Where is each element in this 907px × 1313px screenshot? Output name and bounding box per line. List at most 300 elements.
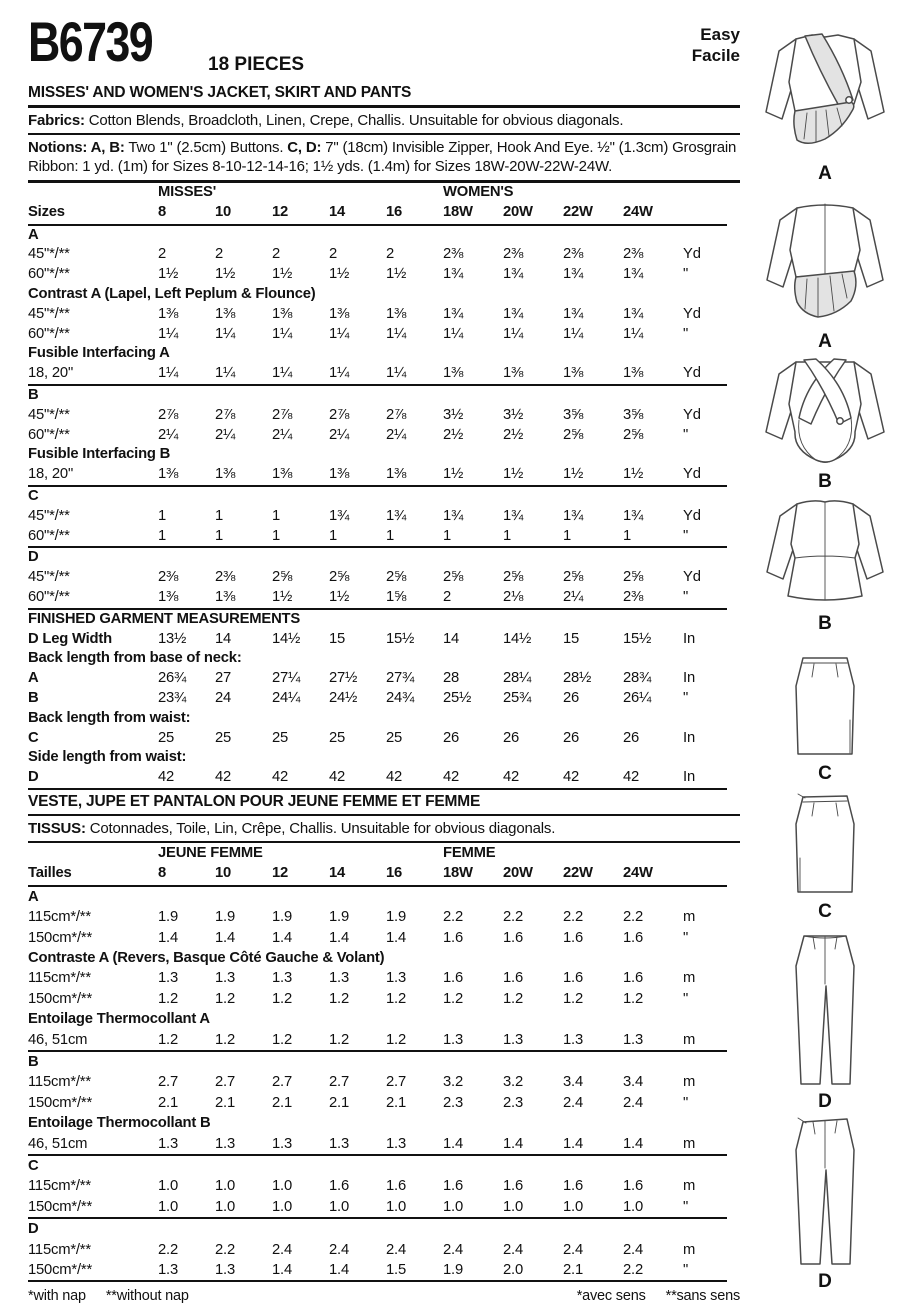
spacer-cell xyxy=(683,843,727,863)
size-header: 10 xyxy=(215,203,272,225)
section-label: Contraste A (Revers, Basque Côté Gauche & Volant) xyxy=(28,949,385,966)
notions-text-2: 7" (18cm) Invisible Zipper, Hook And Eye. ½" (1.3cm) Grosgrain Ribbon: 1 yd. (1m) for Sizes 8-10-12-14-16; 1½ yds. (1.4m) for Sizes 18W-20W-22W-24W. xyxy=(28,139,737,175)
footnote-sans-sens: **sans sens xyxy=(665,1288,740,1305)
yardage-value: 28¼ xyxy=(503,670,532,687)
notions-text-1: Two 1" (2.5cm) Buttons. xyxy=(124,139,288,156)
yardage-value: 28¾ xyxy=(623,670,652,687)
yardage-value: 27¼ xyxy=(272,670,301,687)
spacer-cell xyxy=(28,183,158,203)
row-label: 18, 20" xyxy=(28,465,158,486)
row-label: 45"*/** xyxy=(28,569,70,586)
section-row xyxy=(28,649,727,669)
difficulty-rating xyxy=(692,24,740,66)
yardage-value: 2.4 xyxy=(623,1241,643,1258)
page-title: MISSES' AND WOMEN'S JACKET, SKIRT AND PANTS xyxy=(28,82,740,108)
yardage-value: 2⅝ xyxy=(443,569,464,586)
size-group-right: FEMME xyxy=(443,844,496,861)
yardage-value: 1.3 xyxy=(158,1134,215,1155)
yardage-value: 1.3 xyxy=(215,1260,272,1281)
section-row xyxy=(28,948,727,968)
row-label: 115cm*/** xyxy=(28,1241,91,1258)
section-row xyxy=(28,225,727,246)
yardage-value: 2⅝ xyxy=(563,426,584,443)
sizes-header-row xyxy=(28,863,727,885)
yardage-value: 1.0 xyxy=(623,1197,683,1218)
yardage-value: 1¼ xyxy=(272,325,293,342)
yardage-value: 1.6 xyxy=(503,929,523,946)
yardage-value: 1.3 xyxy=(215,1134,272,1155)
yardage-value: 1.2 xyxy=(503,990,523,1007)
yardage-value: 1¾ xyxy=(443,266,464,283)
yardage-value: 1½ xyxy=(272,266,293,283)
jacket-a-front-drawing xyxy=(750,20,900,162)
section-label: D xyxy=(28,1221,39,1238)
yardage-value: 2¼ xyxy=(158,426,179,443)
yardage-value: 1.3 xyxy=(272,970,292,987)
section-label: Fusible Interfacing A xyxy=(28,345,170,362)
row-label: C xyxy=(28,729,39,746)
yardage-row xyxy=(28,305,727,325)
unit-label: Yd xyxy=(683,406,701,423)
section-label: Entoilage Thermocollant B xyxy=(28,1115,211,1132)
yardage-value: 2⅝ xyxy=(272,569,293,586)
yardage-value: 1 xyxy=(443,527,503,548)
yardage-value: 27½ xyxy=(329,670,358,687)
yardage-value: 1.6 xyxy=(503,970,523,987)
yardage-value: 1.3 xyxy=(563,1030,623,1051)
yardage-row xyxy=(28,1240,727,1260)
yardage-value: 1½ xyxy=(443,465,503,486)
yardage-value: 1⅜ xyxy=(386,465,443,486)
yardage-value: 28½ xyxy=(563,670,592,687)
section-label: D xyxy=(28,549,39,566)
unit-label: " xyxy=(683,1197,727,1218)
yardage-row xyxy=(28,325,727,345)
yardage-value: 25 xyxy=(215,729,232,746)
yardage-value: 2¼ xyxy=(215,426,236,443)
yardage-value: 1.0 xyxy=(158,1178,178,1195)
yardage-row xyxy=(28,669,727,689)
yardage-value: 1¾ xyxy=(503,266,524,283)
size-header: 18W xyxy=(443,863,503,885)
tissus-text: Cotonnades, Toile, Lin, Crêpe, Challis. Unsuitable for obvious diagonals. xyxy=(85,819,556,837)
footnote-with-nap: *with nap xyxy=(28,1288,86,1305)
spacer-cell xyxy=(683,863,727,885)
yardage-value: 2⅞ xyxy=(386,406,407,423)
yardage-row xyxy=(28,426,727,446)
size-group-row xyxy=(28,183,727,203)
yardage-value: 2.7 xyxy=(215,1074,235,1091)
yardage-value: 2⅝ xyxy=(563,569,584,586)
yardage-row xyxy=(28,527,727,548)
size-header: 14 xyxy=(329,863,386,885)
yardage-value: 1.2 xyxy=(443,990,463,1007)
yardage-value: 27 xyxy=(215,670,232,687)
yardage-value: 1⅜ xyxy=(215,588,272,609)
yardage-value: 2.2 xyxy=(623,909,643,926)
yardage-row xyxy=(28,406,727,426)
yardage-value: 23¾ xyxy=(158,689,187,706)
yardage-row xyxy=(28,588,727,609)
unit-label: m xyxy=(683,1074,696,1091)
yardage-value: 1⅜ xyxy=(158,305,179,322)
yardage-value: 2.3 xyxy=(443,1094,463,1111)
size-header: 22W xyxy=(563,203,623,225)
yardage-value: 42 xyxy=(443,768,503,789)
yardage-value: 3.4 xyxy=(563,1074,583,1091)
yardage-row xyxy=(28,1030,727,1051)
yardage-value: 1.6 xyxy=(563,1178,583,1195)
yardage-value: 1¾ xyxy=(503,305,524,322)
yardage-value: 26 xyxy=(623,729,640,746)
yardage-value: 1 xyxy=(215,507,224,524)
yardage-value: 1.3 xyxy=(386,970,406,987)
illustration-label: A xyxy=(818,163,832,184)
yardage-value: 26¾ xyxy=(158,670,187,687)
unit-label: " xyxy=(683,527,727,548)
row-label: 150cm*/** xyxy=(28,990,92,1007)
illustration-label: B xyxy=(818,613,832,634)
yardage-value: 2.2 xyxy=(215,1241,235,1258)
yardage-value: 1.2 xyxy=(623,990,643,1007)
yardage-value: 1½ xyxy=(563,465,623,486)
row-label: 46, 51cm xyxy=(28,1134,158,1155)
yardage-row xyxy=(28,968,727,988)
yardage-value: 14½ xyxy=(503,630,532,647)
illustration-jacket-b-front xyxy=(745,346,905,493)
section-row xyxy=(28,344,727,364)
yardage-value: 1.3 xyxy=(329,1134,386,1155)
unit-label: " xyxy=(683,426,689,443)
yardage-value: 1¼ xyxy=(158,364,215,385)
yardage-value: 1¾ xyxy=(623,266,644,283)
yardage-value: 13½ xyxy=(158,630,187,647)
yardage-value: 1¼ xyxy=(272,364,329,385)
footnotes-french xyxy=(577,1288,740,1304)
row-label: 45"*/** xyxy=(28,406,70,423)
yardage-value: 2½ xyxy=(443,426,464,443)
yardage-value: 1.4 xyxy=(563,1134,623,1155)
size-header: 16 xyxy=(386,203,443,225)
illustration-label: D xyxy=(818,1091,832,1112)
yardage-value: 1.4 xyxy=(329,1260,386,1281)
yardage-value: 1¼ xyxy=(623,325,644,342)
yardage-value: 2 xyxy=(386,246,395,263)
yardage-row xyxy=(28,1197,727,1218)
yardage-value: 2½ xyxy=(503,426,524,443)
yardage-value: 2.2 xyxy=(623,1260,683,1281)
yardage-value: 1.6 xyxy=(443,970,463,987)
unit-label: " xyxy=(683,1260,727,1281)
french-yardage-table xyxy=(28,843,727,1283)
yardage-value: 1.9 xyxy=(443,1260,503,1281)
yardage-value: 2.4 xyxy=(386,1241,406,1258)
unit-label: Yd xyxy=(683,305,701,322)
row-label: 115cm*/** xyxy=(28,1074,91,1091)
size-header: 10 xyxy=(215,863,272,885)
yardage-value: 1.9 xyxy=(329,909,349,926)
yardage-value: 3.2 xyxy=(443,1074,463,1091)
yardage-value: 1.4 xyxy=(329,929,349,946)
illustration-label: B xyxy=(818,471,832,492)
yardage-value: 1.0 xyxy=(443,1197,503,1218)
yardage-row xyxy=(28,1260,727,1281)
row-label: 45"*/** xyxy=(28,507,70,524)
yardage-value: 1¾ xyxy=(386,507,407,524)
yardage-value: 1 xyxy=(329,527,386,548)
row-label: A xyxy=(28,670,39,687)
row-label: 150cm*/** xyxy=(28,1094,92,1111)
section-row xyxy=(28,1051,727,1072)
yardage-value: 3½ xyxy=(443,406,464,423)
yardage-row xyxy=(28,364,727,385)
yardage-value: 2.7 xyxy=(329,1074,349,1091)
yardage-value: 1.2 xyxy=(386,1030,443,1051)
size-header: 8 xyxy=(158,203,215,225)
illustration-label: C xyxy=(818,901,832,922)
yardage-value: 1⅜ xyxy=(272,465,329,486)
yardage-value: 1.4 xyxy=(443,1134,503,1155)
size-group-row xyxy=(28,843,727,863)
yardage-value: 2.7 xyxy=(158,1074,178,1091)
section-label: A xyxy=(28,226,39,243)
yardage-value: 1.6 xyxy=(443,1178,463,1195)
section-row xyxy=(28,886,727,907)
row-label: 150cm*/** xyxy=(28,1260,158,1281)
yardage-value: 2.1 xyxy=(158,1094,178,1111)
yardage-value: 1.3 xyxy=(443,1030,503,1051)
size-header: 14 xyxy=(329,203,386,225)
row-label: 18, 20" xyxy=(28,364,158,385)
unit-label: " xyxy=(683,325,689,342)
yardage-value: 42 xyxy=(272,768,329,789)
yardage-value: 15½ xyxy=(386,630,415,647)
yardage-value: 1.6 xyxy=(443,929,463,946)
yardage-value: 1.2 xyxy=(272,990,292,1007)
yardage-value: 1.2 xyxy=(215,1030,272,1051)
pants-d-back-drawing xyxy=(770,1112,880,1270)
unit-label: " xyxy=(683,1094,689,1111)
tissus-label: TISSUS: xyxy=(28,819,86,837)
yardage-value: 2.4 xyxy=(503,1241,523,1258)
row-label: 150cm*/** xyxy=(28,1197,158,1218)
yardage-value: 1.6 xyxy=(329,1178,349,1195)
yardage-row xyxy=(28,630,727,650)
tissus-line xyxy=(28,816,740,843)
yardage-value: 1.2 xyxy=(158,990,178,1007)
illustration-jacket-a-back xyxy=(745,190,905,353)
english-yardage-table xyxy=(28,183,727,790)
fabrics-line xyxy=(28,108,740,135)
yardage-value: 24¾ xyxy=(386,689,415,706)
yardage-value: 1.2 xyxy=(215,990,235,1007)
yardage-value: 26 xyxy=(443,729,460,746)
yardage-value: 1¾ xyxy=(623,507,644,524)
footnote-without-nap: **without nap xyxy=(105,1288,189,1305)
section-label: C xyxy=(28,487,39,504)
yardage-value: 25¾ xyxy=(503,689,532,706)
size-header: 20W xyxy=(503,203,563,225)
yardage-row xyxy=(28,907,727,927)
yardage-value: 14 xyxy=(215,630,232,647)
yardage-value: 1¾ xyxy=(563,507,584,524)
yardage-value: 1⅜ xyxy=(563,364,623,385)
masthead xyxy=(28,10,740,82)
yardage-value: 1¼ xyxy=(329,364,386,385)
size-header: 20W xyxy=(503,863,563,885)
yardage-value: 1.3 xyxy=(329,970,349,987)
fabrics-text: Cotton Blends, Broadcloth, Linen, Crepe, Challis. Unsuitable for obvious diagonals. xyxy=(84,112,624,129)
yardage-value: 1.5 xyxy=(386,1260,443,1281)
yardage-value: 1.4 xyxy=(215,929,235,946)
footnote-avec-sens: *avec sens xyxy=(576,1288,646,1305)
yardage-value: 2⅝ xyxy=(623,426,644,443)
yardage-value: 1.2 xyxy=(329,990,349,1007)
section-row xyxy=(28,709,727,729)
yardage-value: 1.2 xyxy=(158,1030,215,1051)
yardage-value: 25½ xyxy=(443,689,472,706)
yardage-value: 2.2 xyxy=(158,1241,178,1258)
jacket-b-front-drawing xyxy=(750,346,900,470)
yardage-row xyxy=(28,729,727,749)
yardage-value: 3.2 xyxy=(503,1074,523,1091)
yardage-value: 1.3 xyxy=(158,970,178,987)
yardage-value: 2⅞ xyxy=(329,406,350,423)
row-label: 150cm*/** xyxy=(28,929,92,946)
yardage-value: 1½ xyxy=(215,266,236,283)
yardage-value: 1.6 xyxy=(623,1178,643,1195)
yardage-value: 2.7 xyxy=(386,1074,406,1091)
yardage-value: 1.9 xyxy=(386,909,406,926)
size-group-left: JEUNE FEMME xyxy=(158,844,263,861)
yardage-row xyxy=(28,568,727,588)
spacer-cell xyxy=(683,183,727,203)
illustration-skirt-c-front xyxy=(745,650,905,785)
yardage-value: 1⅜ xyxy=(503,364,563,385)
yardage-value: 2¼ xyxy=(329,426,350,443)
unit-label: " xyxy=(683,689,689,706)
yardage-value: 1.4 xyxy=(272,929,292,946)
row-label: 115cm*/** xyxy=(28,1178,91,1195)
illustration-label: A xyxy=(818,331,832,352)
size-header: 16 xyxy=(386,863,443,885)
yardage-value: 2.4 xyxy=(563,1241,583,1258)
sizes-label: Sizes xyxy=(28,203,158,225)
section-row xyxy=(28,748,727,768)
row-label: 60"*/** xyxy=(28,325,70,342)
yardage-value: 1.2 xyxy=(329,1030,386,1051)
section-row xyxy=(28,445,727,465)
yardage-value: 2 xyxy=(158,246,167,263)
yardage-value: 1.6 xyxy=(563,970,583,987)
unit-label: " xyxy=(683,929,689,946)
section-row xyxy=(28,1218,727,1239)
yardage-value: 1.3 xyxy=(158,1260,215,1281)
yardage-value: 15½ xyxy=(623,630,652,647)
yardage-value: 1¾ xyxy=(443,507,464,524)
yardage-value: 2.4 xyxy=(623,1094,643,1111)
illustration-jacket-b-back xyxy=(745,490,905,635)
yardage-value: 2.2 xyxy=(563,909,583,926)
section-label: FINISHED GARMENT MEASUREMENTS xyxy=(28,610,301,627)
yardage-value: 2¼ xyxy=(272,426,293,443)
yardage-value: 1¾ xyxy=(563,266,584,283)
skirt-c-back-drawing xyxy=(770,788,880,900)
yardage-value: 25 xyxy=(158,729,175,746)
yardage-row xyxy=(28,768,727,789)
yardage-value: 1.3 xyxy=(386,1134,443,1155)
yardage-value: 1.0 xyxy=(272,1178,292,1195)
yardage-value: 1.6 xyxy=(503,1178,523,1195)
yardage-row xyxy=(28,1093,727,1113)
yardage-row xyxy=(28,989,727,1009)
notions-label: Notions: A, B: xyxy=(28,139,125,156)
yardage-value: 1¾ xyxy=(563,305,584,322)
yardage-value: 1 xyxy=(215,527,272,548)
unit-label: " xyxy=(683,266,689,283)
size-group-left: MISSES' xyxy=(158,184,217,200)
yardage-value: 1½ xyxy=(386,266,407,283)
yardage-value: 26 xyxy=(563,689,580,706)
section-row xyxy=(28,609,727,630)
section-label: Back length from waist: xyxy=(28,709,191,726)
yardage-value: 2⅞ xyxy=(272,406,293,423)
yardage-value: 2.1 xyxy=(386,1094,406,1111)
yardage-value: 42 xyxy=(329,768,386,789)
yardage-value: 2⅜ xyxy=(563,246,584,263)
yardage-value: 1.4 xyxy=(386,929,406,946)
yardage-value: 1.0 xyxy=(329,1197,386,1218)
pants-d-front-drawing xyxy=(770,928,880,1090)
yardage-value: 1.6 xyxy=(623,970,643,987)
section-label: Fusible Interfacing B xyxy=(28,446,171,463)
size-header: 12 xyxy=(272,203,329,225)
yardage-value: 3⅝ xyxy=(623,406,644,423)
skirt-c-front-drawing xyxy=(770,650,880,762)
french-title: VESTE, JUPE ET PANTALON POUR JEUNE FEMME ET FEMME xyxy=(28,790,740,816)
yardage-value: 1.2 xyxy=(272,1030,329,1051)
unit-label: Yd xyxy=(683,246,701,263)
yardage-value: 2.0 xyxy=(503,1260,563,1281)
yardage-value: 25 xyxy=(272,729,289,746)
unit-label: m xyxy=(683,1134,727,1155)
yardage-row xyxy=(28,465,727,486)
yardage-value: 1⅜ xyxy=(386,305,407,322)
yardage-value: 1¼ xyxy=(215,364,272,385)
section-row xyxy=(28,1155,727,1176)
yardage-row xyxy=(28,507,727,527)
unit-label: In xyxy=(683,768,727,789)
yardage-value: 14½ xyxy=(272,630,301,647)
yardage-value: 1¼ xyxy=(503,325,524,342)
yardage-value: 1.0 xyxy=(158,1197,215,1218)
size-header: 18W xyxy=(443,203,503,225)
yardage-value: 1.9 xyxy=(272,909,292,926)
yardage-value: 1.4 xyxy=(272,1260,329,1281)
yardage-value: 2.2 xyxy=(443,909,463,926)
yardage-value: 1⅜ xyxy=(329,305,350,322)
fabrics-label: Fabrics: xyxy=(28,112,85,129)
unit-label: " xyxy=(683,588,727,609)
yardage-value: 1⅜ xyxy=(158,465,215,486)
yardage-value: 1¼ xyxy=(386,364,443,385)
spacer-cell xyxy=(28,843,158,863)
yardage-value: 1 xyxy=(623,527,683,548)
unit-label: In xyxy=(683,670,695,687)
yardage-value: 2.7 xyxy=(272,1074,292,1091)
row-label: 45"*/** xyxy=(28,246,70,263)
yardage-value: 1.0 xyxy=(215,1197,272,1218)
